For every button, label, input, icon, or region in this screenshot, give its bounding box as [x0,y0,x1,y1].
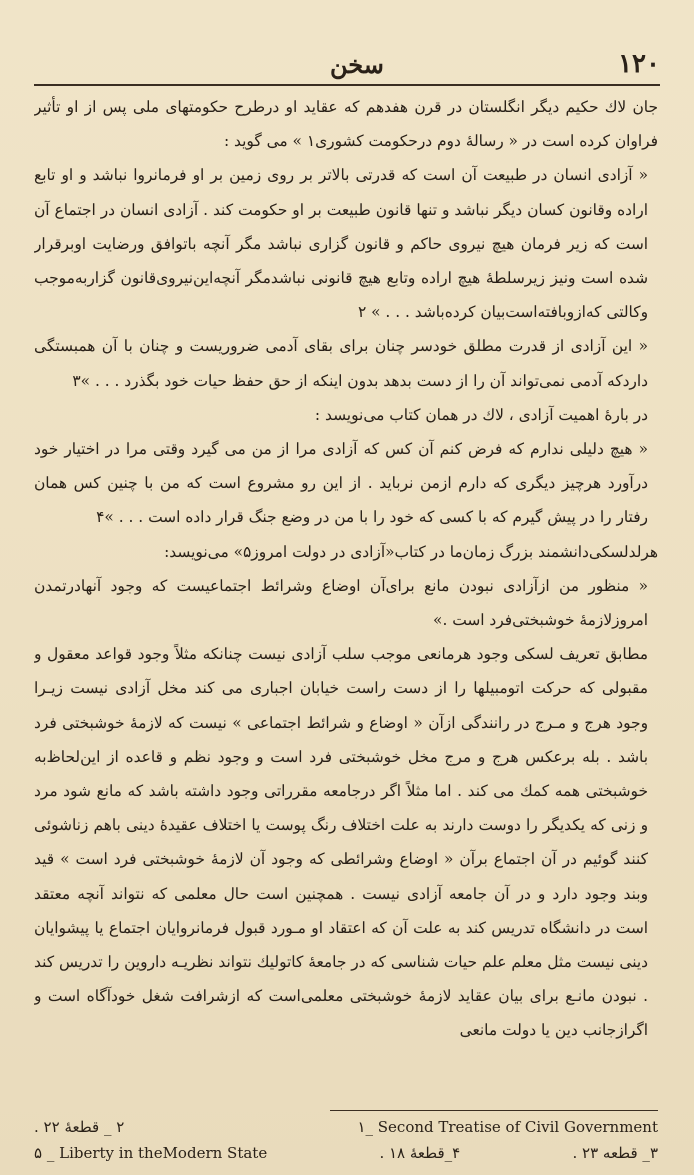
paragraph-quote-absolute-power: « این آزادی از قدرت مطلق خودسر چنان برای بقای آدمی ضروریست و چنان با آن همبستگی داردكه آدمی نمی‌تواند آن را از دست بدهد بدون اینكه از حق حفظ حیات خود بگذرد . . . »۳ [34,337,648,390]
footnote-line-1 [34,1114,658,1140]
running-title: سخن [330,49,384,79]
paragraph-quote-freedom-nature: « آزادی انسان در طبیعت آن است كه قدرتی بالاتر بر روی زمین بر او فرمانروا نباشد و او تابع اراده وقانون كسان دیگر نباشد و تنها قانون طبیعت بر او حكومت كند . آزادی انسان در اجتماع آن است كه زیر فرمان هیچ نیروی حاكم و قانون گزاری نباشد مگر آنچه باتوافق ورضایت اوبرقرار شده است ونیز زیرسلطهٔ هیچ اراده وتابع هیچ قانونی نباشدمگر آنچه‌این‌نیروی‌قانون گزاربه‌موجب وكالتی كه‌ازوبافته‌است‌بیان كرده‌باشد . . . » ۲ [34,166,648,322]
paragraph-quote-laski: « منظور من ازآزادی نبودن مانع برای‌آن اوضاع وشرائط اجتماعیست كه وجود آنهادرتمدن امروزلازمهٔ خوشبختی‌فرد است .» [34,576,648,630]
header-rule [34,84,660,86]
paragraph-importance-freedom: در بارهٔ اهمیت آزادی ، لاك در همان كتاب می‌نویسد : [314,405,648,424]
footnote-line-2 [34,1140,658,1166]
footnote-5: ۵ _ Liberty in theModern State [34,1144,268,1162]
footnote-3: ۳_ قطعه ۲۳ . [572,1144,658,1162]
paragraph-locke-intro: جان لاك حكیم دیگر انگلستان در قرن هفدهم كه عقاید او درطرح حكومتهای ملی پس از او تأثیر فراوان كرده است در « رسالهٔ دوم درحكومت كشوری۱ » می گوید : [34,98,658,151]
footnote-4: ۴_قطعهٔ ۱۸ . [379,1144,461,1162]
paragraph-quote-no-reason: « هیچ دلیلی ندارم كه فرض كنم آن كس كه آزادی مرا از من می گیرد وقتی مرا در اختیار خود درآورد هرچیز دیگری كه دارم ازمن نرباید . از این رو مشروع است كه من با چنین كس همان رفتار را در پیش گیرم كه با كسی كه خود را با من در وضع جنگ قرار داده است . . . »۴ [34,440,648,527]
footnote-1: ۱_ Second Treatise of Civil Government [357,1118,658,1136]
page-number: ۱۲۰ [618,49,660,79]
footnote-rule [330,1110,658,1111]
paragraph-laski-definition: مطابق تعریف لسكی وجود هرمانعی موجب سلب آزادی نیست چنانكه مثلاً وجود قواعد معقول و مقبولی كه حركت اتومبیلها را از دست راست خیابان اجباری می كند مخل آزادی نیست زیـرا وجود هرج و مـرج در رانندگی ازآن « اوضاع و شرائط اجتماعی » نیست كه لازمهٔ خوشبختی فرد باشد . بله برعكس هرج و مرج مخل خوشبختی فرد است و وجود نظم و قاعده از این‌لحاظ‌به خوشبختی همه كمك می كند . اما مثلاً اگر درجامعه مقرراتی وجود داشته باشد كه مانع شود مرد و زنی كه یكدیگر را دوست دارند به علت اختلاف رنگ پوست یا اختلاف عقیدهٔ دینی باهم زناشوئی كنند گوئیم در آن اجتماع برآن « اوضاع وشرائطی كه وجود آن لازمهٔ خوشبختی فرد است » قید وبند وجود دارد و در آن جامعه آزادی نیست . همچنین است حال معلمی كه نتواند آنچه معتقد است در دانشگاه تدریس كند به علت آن كه اعتقاد او مـورد قبول فرمانروایان اجتماع یا پیشوایان دینی نیست مثل معلم علم حیات شناسی كه در جامعهٔ كاتولیك نتواند نظریـه داروین را تدریس كند . نبودن مانـع برای بیان عقاید لازمهٔ خوشبختی معلمی‌است كه ازشرافت شغل خودآگاه است و اگرازجانب دین یا دولت مانعی [34,645,648,1040]
page-header [70,44,660,84]
paragraph-laski-intro: هرلدلسكی‌دانشمند بزرگ زمان‌ما در كتاب«آزادی در دولت امروز۵» می‌نویسد: [164,542,658,561]
footnotes [34,1114,658,1170]
footnote-2: ۲ _ قطعهٔ ۲۲ . [34,1118,125,1136]
page-body [34,90,658,1110]
